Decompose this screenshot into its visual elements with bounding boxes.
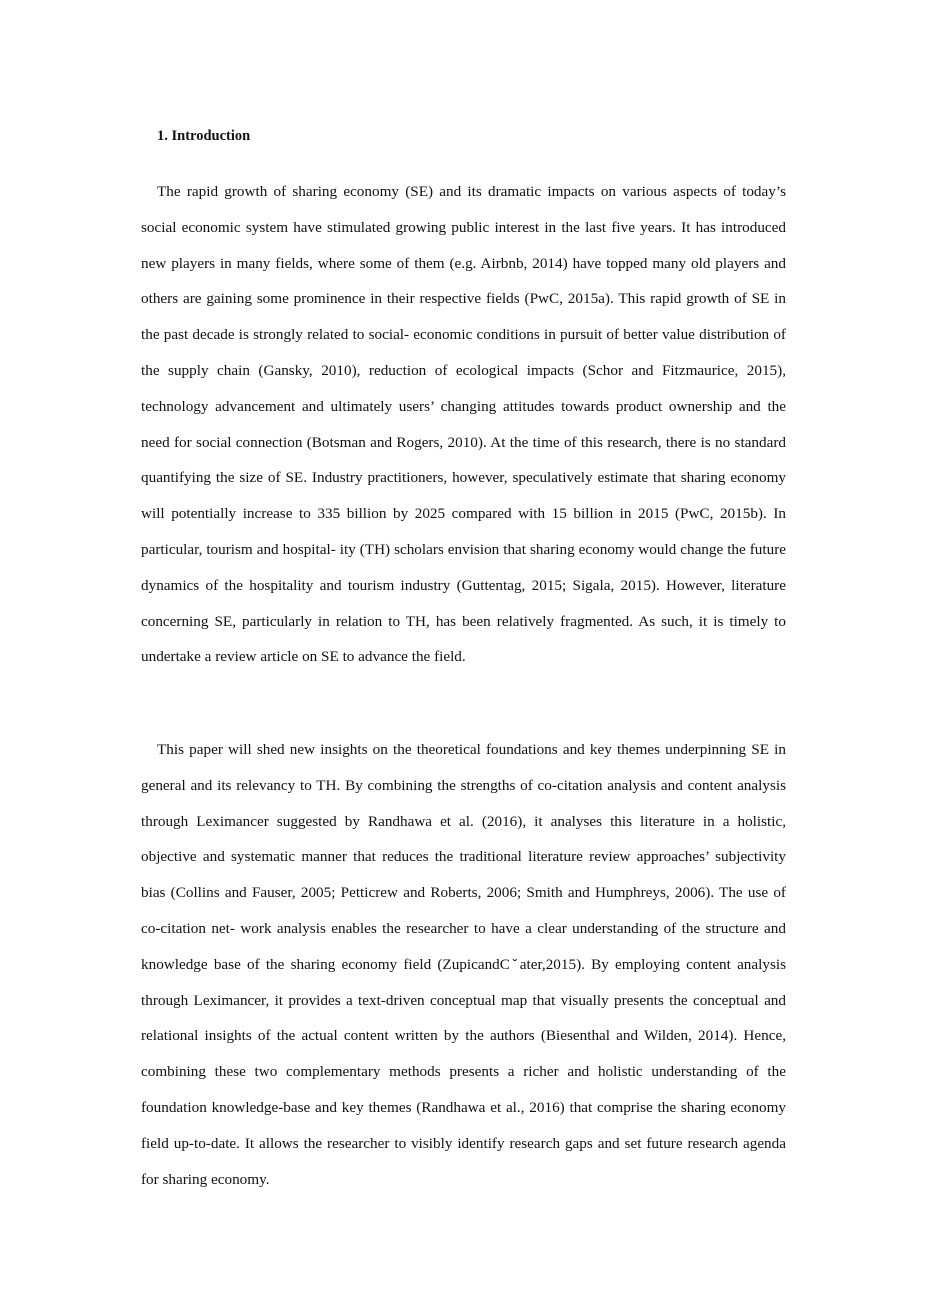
paragraph-introduction-1: The rapid growth of sharing economy (SE) and its dramatic impacts on various aspects of today’s social economic system have stimulated growing public interest in the last five years. It has introduced new players in many fields, where some of them (e.g. Airbnb, 2014) have topped many old players and others are gaining some prominence in their respective fields (PwC, 2015a). This rapid growth of SE in the past decade is strongly related to social- economic conditions in pursuit of better value distribution of the supply chain (Gansky, 2010), reduction of ecological impacts (Schor and Fitzmaurice, 2015), technology advancement and ultimately users’ changing attitudes towards product ownership and the need for social connection (Botsman and Rogers, 2010). At the time of this research, there is no standard quantifying the size of SE. Industry practitioners, however, speculatively estimate that sharing economy will potentially increase to 335 billion by 2025 compared with 15 billion in 2015 (PwC, 2015b). In particular, tourism and hospital- ity (TH) scholars envision that sharing economy would change the future dynamics of the hospitality and tourism industry (Guttentag, 2015; Sigala, 2015). However, literature concerning SE, particularly in relation to TH, has been relatively fragmented. As such, it is timely to undertake a review article on SE to advance the field. <box>141 183 786 666</box>
section-heading: 1. Introduction <box>157 128 251 144</box>
paragraph-introduction-2: This paper will shed new insights on the theoretical foundations and key themes underpinning SE in general and its relevancy to TH. By combining the strengths of co-citation analysis and content analysis through Leximancer suggested by Randhawa et al. (2016), it analyses this literature in a holistic, objective and systematic manner that reduces the traditional literature review approaches’ subjectivity bias (Collins and Fauser, 2005; Petticrew and Roberts, 2006; Smith and Humphreys, 2006). The use of co-citation net- work analysis enables the researcher to have a clear understanding of the structure and knowledge base of the sharing economy field (ZupicandCˇater,2015). By employing content analysis through Leximancer, it provides a text-driven conceptual map that visually presents the conceptual and relational insights of the actual content written by the authors (Biesenthal and Wilden, 2014). Hence, combining these two complementary methods presents a richer and holistic understanding of the foundation knowledge-base and key themes (Randhawa et al., 2016) that comprise the sharing economy field up-to-date. It allows the researcher to visibly identify research gaps and set future research agenda for sharing economy. <box>141 741 786 1188</box>
